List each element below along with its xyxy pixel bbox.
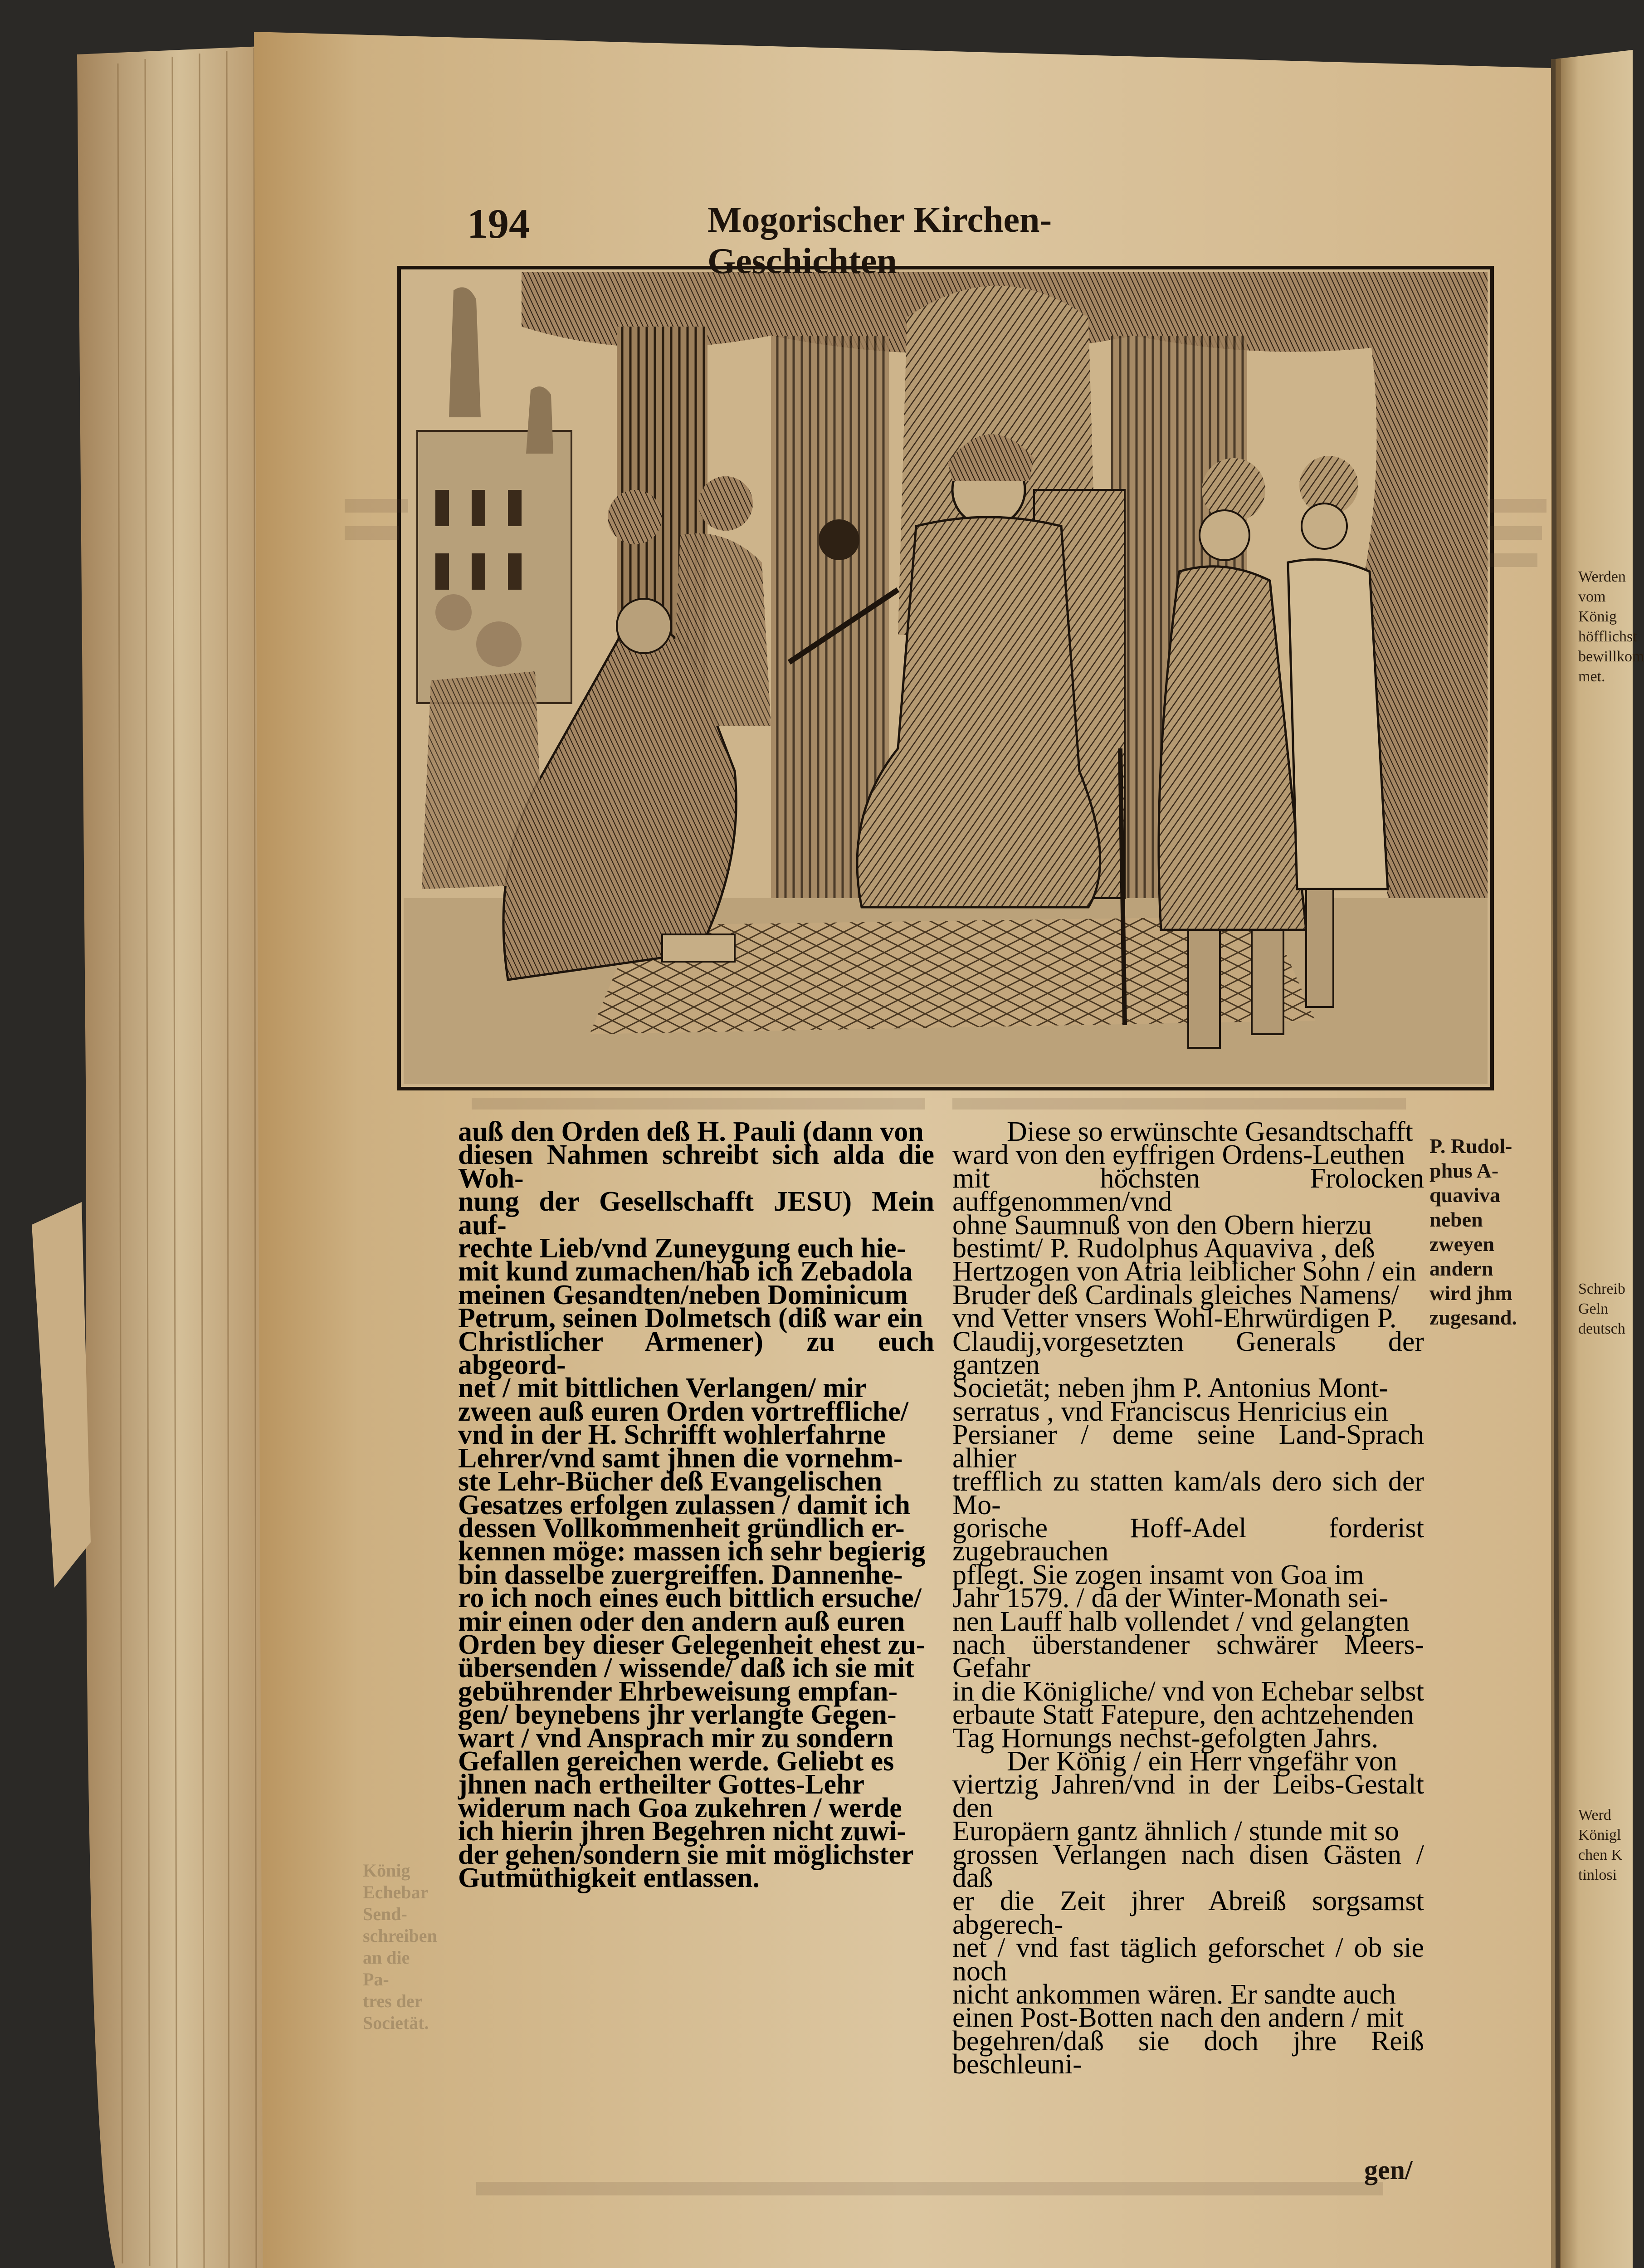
text-line: der gehen/sondern sie mit möglichster [458,1839,914,1870]
text-line: ro ich noch eines euch bittlich ersuche/ [458,1583,922,1614]
next-page-marginal-text [1578,567,1644,687]
marginal-line: P. Rudol- [1429,1134,1512,1158]
text-column-right [952,1116,1424,2168]
marginal-line: zugesand. [1429,1306,1517,1329]
text-line: Gutmüthigkeit entlassen. [458,1862,760,1893]
running-title: Mogorischer Kirchen-Geschichten [707,200,1052,281]
text-line: Petrum, seinen Dolmetsch (diß war ein [458,1303,923,1334]
text-line: Tag Hornungs nechst-gefolgten Jahrs. [952,1722,1379,1754]
text-line: kennen möge: massen ich sehr begierig [458,1536,926,1567]
marginal-line: vom [1578,588,1606,605]
text-line: zween auß euren Orden vortreffliche/ [458,1396,908,1427]
text-line: widerum nach Goa zukehren / werde [458,1792,902,1823]
text-line: übersenden / wissende/ daß ich sie mit [458,1652,914,1684]
text-line: viertzig Jahren/vnd in der Leibs-Gestalt den [952,1769,1424,1823]
text-line: ward von den eyffrigen Ordens-Leuthen [952,1139,1405,1171]
marginal-line: neben [1429,1208,1483,1231]
text-line: Societät; neben jhm P. Antonius Mont- [952,1373,1388,1404]
text-line: Diese so erwünschte Gesandtschafft [1007,1116,1413,1147]
text-line: gorische Hoff-Adel forderist zugebrauchen [952,1512,1424,1567]
marginal-line: deutsch [1578,1320,1625,1337]
marginal-line: Societät. [363,2013,429,2033]
text-line: Lehrer/vnd samt jhnen die vornehm- [458,1442,903,1474]
marginal-line: Königl [1578,1827,1621,1843]
text-line: auß den Orden deß H. Pauli (dann von [458,1116,924,1147]
text-line: bestimt/ P. Rudolphus Aquaviva , deß [952,1233,1375,1264]
marginal-line: tinlosi [1578,1867,1617,1883]
text-line: gen/ beynebens jhr verlangte Gegen- [458,1699,897,1730]
catchword: gen/ [1364,2155,1413,2185]
marginal-line: Geln [1578,1300,1609,1317]
text-line: einen Post-Botten nach den andern / mit [952,2002,1404,2033]
text-line: rechte Lieb/vnd Zuneygung euch hie- [458,1233,906,1264]
text-line: ich hierin jhren Begehren nicht zuwi- [458,1816,906,1847]
text-line: wart / vnd Ansprach mir zu sondern [458,1722,893,1754]
text-line: trefflich zu statten kam/als dero sich der Mo- [952,1466,1424,1520]
marginal-line: wird jhm [1429,1281,1512,1305]
text-line: mir einen oder den andern auß euren [458,1606,905,1637]
marginal-line: Werd [1578,1807,1611,1823]
text-line: Jahr 1579. / da der Winter-Monath sei- [952,1583,1389,1614]
text-line: bin dasselbe zuergreiffen. Dannenhe- [458,1559,903,1590]
text-line: nicht ankommen wären. Er sandte auch [952,1979,1396,2010]
text-line: er die Zeit jhrer Abreiß sorgsamst abgerech- [952,1886,1424,1940]
marginal-line: tres der [363,1991,423,2011]
text-line: diesen Nahmen schreibt sich alda die Woh- [458,1139,934,1194]
text-line: Orden bey dieser Gelegenheit ehest zu- [458,1629,926,1660]
text-line: net / mit bittlichen Verlangen/ mir [458,1373,867,1404]
text-line: Gefallen gereichen werde. Geliebt es [458,1745,894,1777]
text-line: nen Lauff halb vollendet / vnd gelangten [952,1606,1410,1637]
text-line: nach überstandener schwärer Meers-Gefahr [952,1629,1424,1684]
text-line: net / vnd fast täglich geforschet / ob sie noch [952,1932,1424,1987]
text-line: serratus , vnd Franciscus Henricius ein [952,1396,1388,1427]
text-line: mit höchsten Frolocken auffgenommen/vnd [952,1163,1424,1217]
marginal-line: phus A- [1429,1159,1499,1182]
marginal-line: an die Pa- [363,1947,410,1989]
text-line: begehren/daß sie doch jhre Reiß beschleuni- [952,2025,1424,2080]
marginal-line: König [1578,608,1617,625]
text-line: Christlicher Armener) zu euch abgeord- [458,1326,934,1381]
text-line: grossen Verlangen nach disen Gästen / daß [952,1839,1424,1893]
text-line: in die Königliche/ vnd von Echebar selbst [952,1676,1424,1707]
text-line: Persianer / deme seine Land-Sprach alhier [952,1419,1424,1474]
text-line: vnd in der H. Schrifft wohlerfahrne [458,1419,886,1451]
text-line: Der König / ein Herr vngefähr von [1007,1745,1397,1777]
marginal-line: bewillkom [1578,648,1644,665]
text-line: Bruder deß Cardinals gleiches Namens/ [952,1279,1399,1310]
marginal-line: Echebar [363,1882,429,1902]
text-line: jhnen nach ertheilter Gottes-Lehr [458,1769,864,1800]
text-line: nung der Gesellschafft JESU) Mein auf- [458,1186,934,1241]
marginal-line: höfflichst [1578,628,1637,645]
marginal-line: Schreib [1578,1281,1625,1297]
marginal-line: Send- [363,1904,407,1924]
marginal-line: schreiben [363,1926,437,1946]
marginal-line: andern [1429,1257,1493,1280]
next-page-edge [1556,50,1644,2268]
page-number: 194 [467,200,530,247]
text-line: Gesatzes erfolgen zulassen / damit ich [458,1489,911,1520]
marginal-line: quaviva [1429,1183,1500,1207]
marginal-line: zweyen [1429,1232,1495,1256]
marginal-note-right [1429,1134,1543,1330]
text-line: meinen Gesandten/neben Dominicum [458,1279,908,1310]
next-page-marginal-text [1578,1279,1633,1339]
text-line: mit kund zumachen/hab ich Zebadola [458,1256,913,1287]
text-line: Europäern gantz ähnlich / stunde mit so [952,1816,1399,1847]
text-line: dessen Vollkommenheit gründlich er- [458,1512,905,1544]
text-line: Hertzogen von Atria leiblicher Sohn / ein [952,1256,1416,1287]
text-line: vnd Vetter vnsers Wohl-Ehrwürdigen P. [952,1303,1397,1334]
text-line: ste Lehr-Bücher deß Evangelischen [458,1466,883,1497]
text-line: ohne Saumnuß von den Obern hierzu [952,1209,1372,1241]
text-line: Claudij,vorgesetzten Generals der gantzen [952,1326,1424,1381]
marginal-line: met. [1578,668,1605,685]
marginal-line: chen K [1578,1847,1623,1863]
engraving-illustration [399,268,1492,1089]
marginal-line: König [363,1860,410,1881]
text-line: pflegt. Sie zogen insamt von Goa im [952,1559,1364,1590]
text-column-left [458,1116,934,2168]
page-edges [77,45,281,2268]
next-page-marginal-text [1578,1805,1633,1885]
marginal-line: Werden [1578,568,1626,585]
text-line: erbaute Statt Fatepure, den achtzehenden [952,1699,1414,1730]
text-line: gebührender Ehrbeweisung empfan- [458,1676,898,1707]
marginal-note-left-showthrough [363,1860,437,2034]
